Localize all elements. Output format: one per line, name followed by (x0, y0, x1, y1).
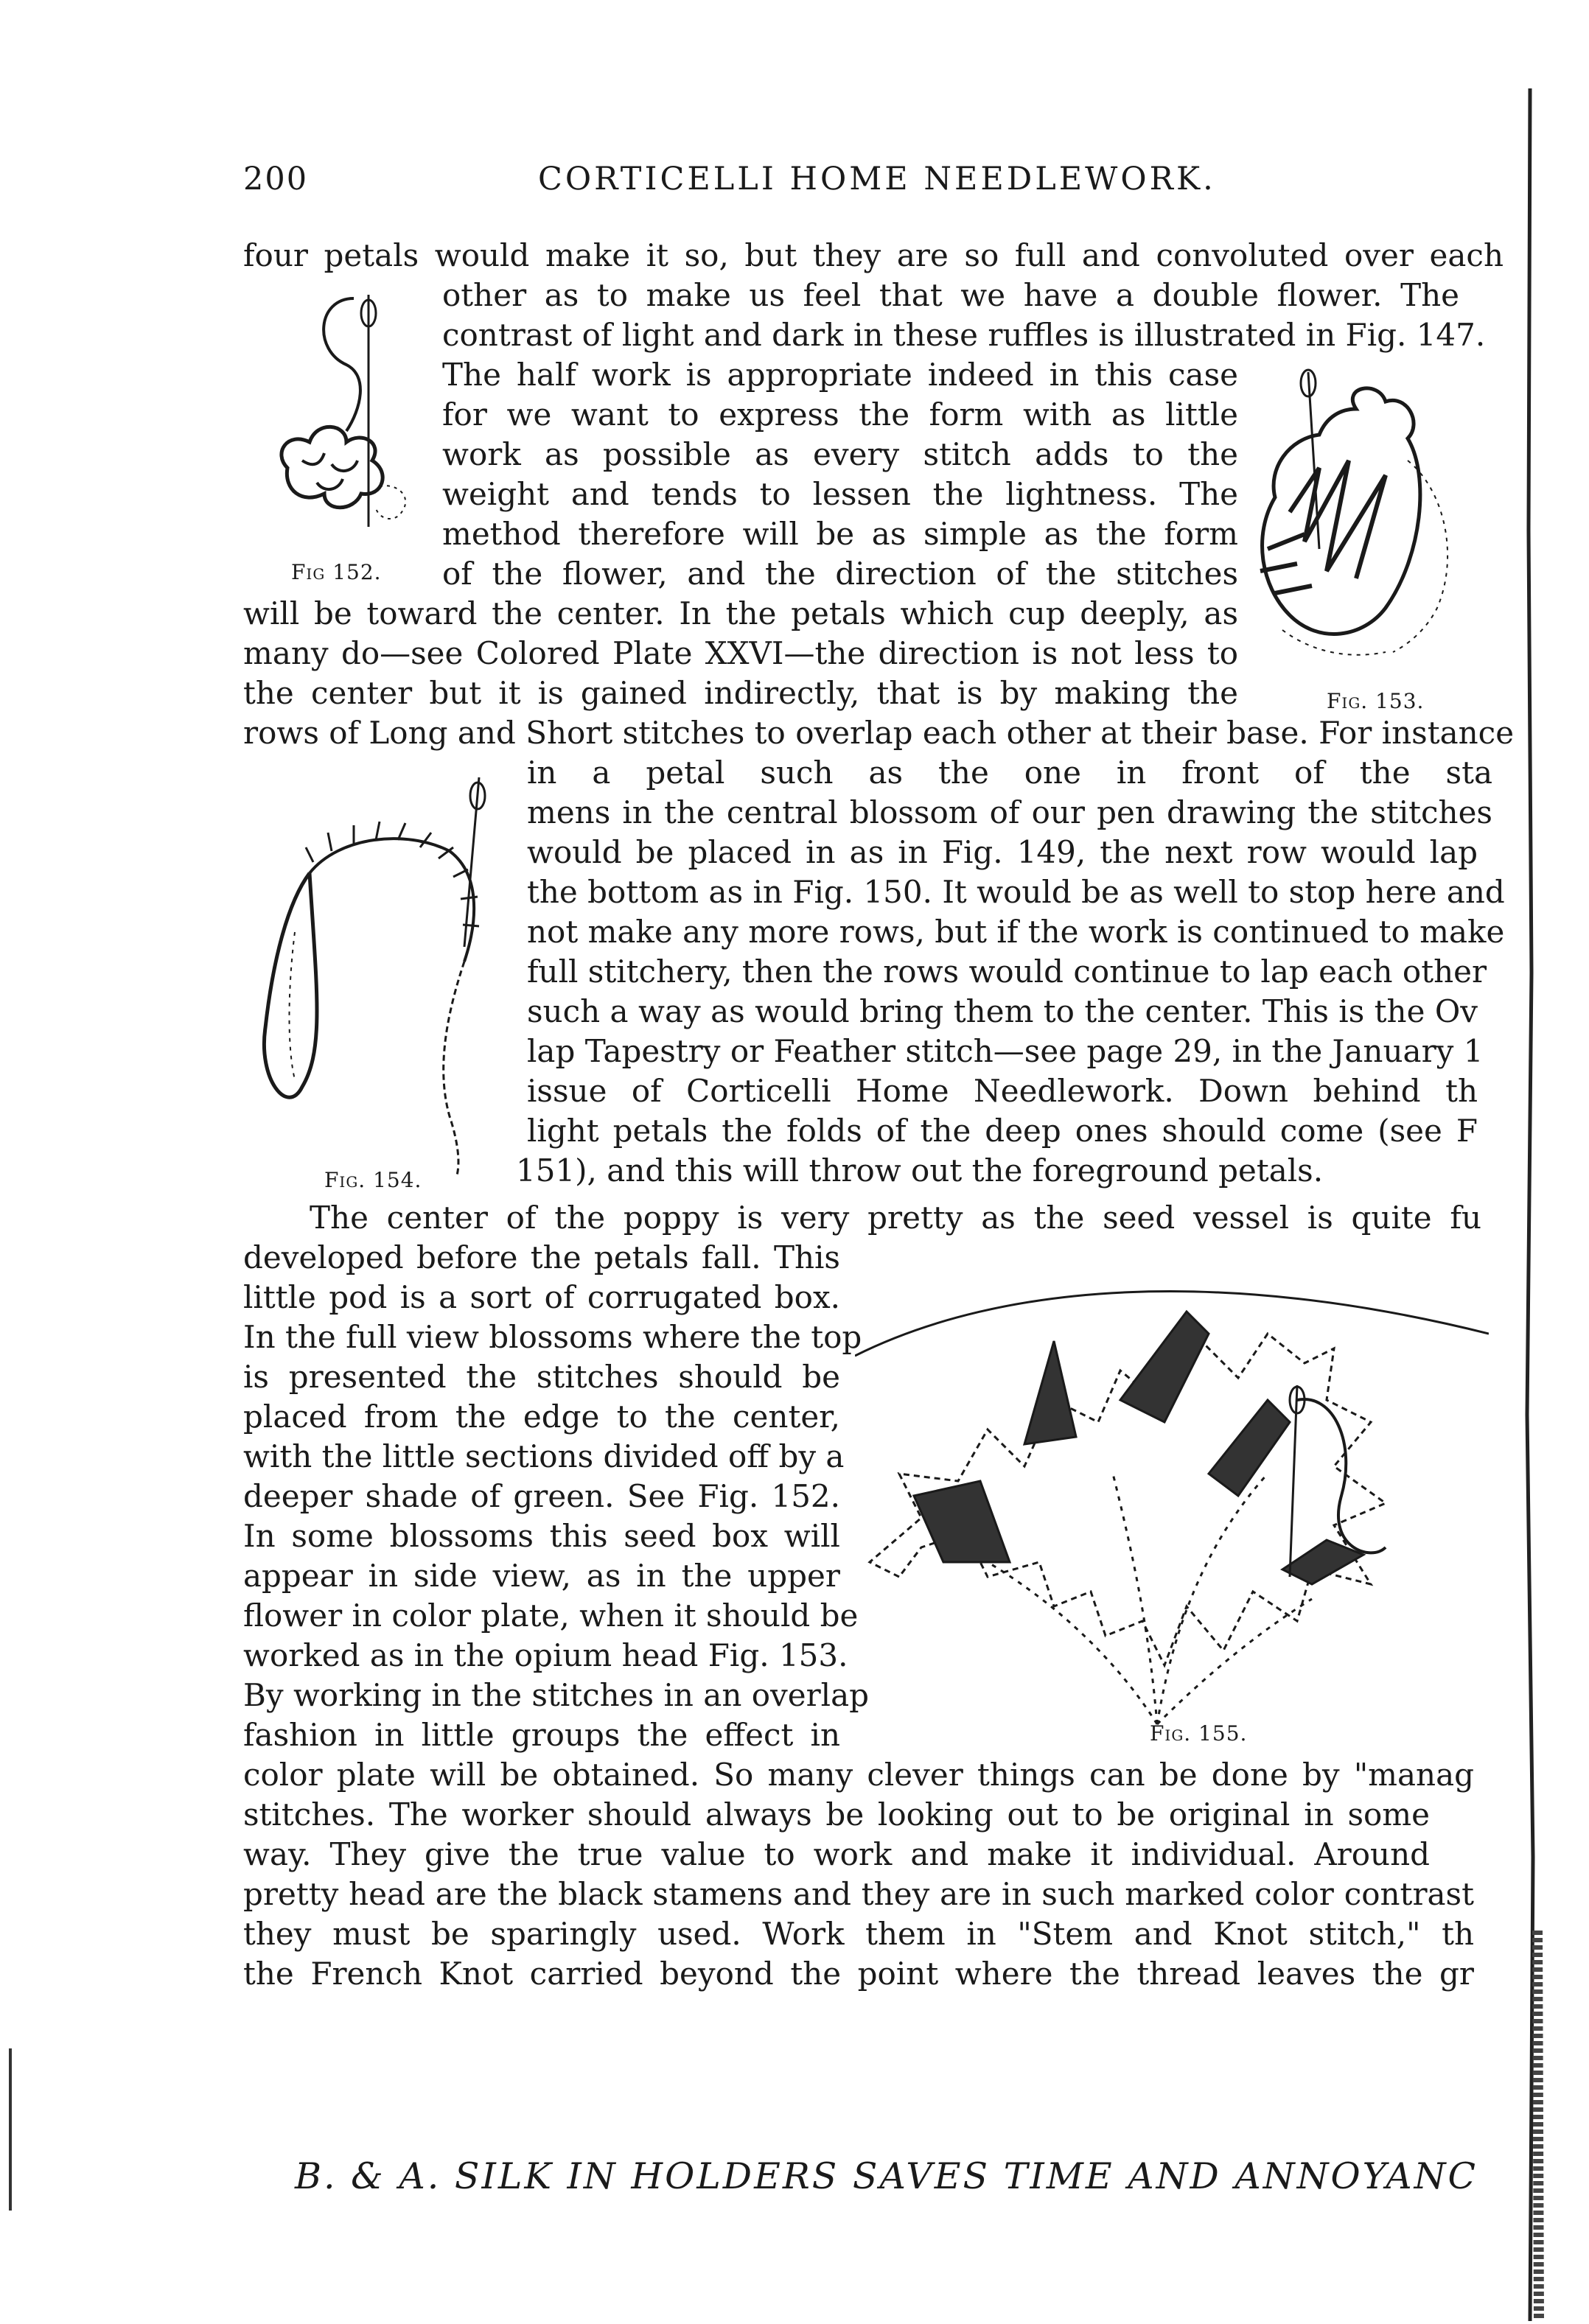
text-line: The half work is appropriate indeed in this case (442, 357, 1238, 393)
text-line: the bottom as in Fig. 150. It would be as well to stop here and (527, 874, 1505, 910)
text-line: way. They give the true value to work and make it individual. Around (243, 1836, 1430, 1872)
text-line: appear in side view, as in the upper (243, 1558, 840, 1594)
figure-152-illustration (243, 284, 435, 564)
figure-152-caption: Fig 152. (291, 560, 382, 584)
text-line: contrast of light and dark in these ruffles is illustrated in Fig. 147. (442, 317, 1486, 353)
text-line: fashion in little groups the effect in (243, 1717, 840, 1753)
text-line: will be toward the center. In the petals which cup deeply, as (243, 595, 1238, 631)
text-line: full stitchery, then the rows would continue to lap each other (527, 953, 1487, 990)
page-footer: B. & A. SILK IN HOLDERS SAVES TIME AND ANNOYANC (295, 2155, 1478, 2197)
text-line: weight and tends to lessen the lightness. The (442, 476, 1238, 512)
text-line: worked as in the opium head Fig. 153. (243, 1637, 848, 1673)
page-number: 200 (243, 161, 309, 197)
figure-155-caption: Fig. 155. (1150, 1721, 1248, 1746)
figure-153-illustration (1238, 365, 1496, 682)
text-line: other as to make us feel that we have a double flower. The (442, 277, 1459, 313)
text-line: lap Tapestry or Feather stitch—see page 29, in the January 1 (527, 1033, 1484, 1069)
figure-153-caption: Fig. 153. (1327, 689, 1425, 713)
text-line: deeper shade of green. See Fig. 152. (243, 1478, 840, 1514)
text-line: mens in the central blossom of our pen drawing the stitches (527, 794, 1492, 830)
text-line: By working in the stitches in an overlap (243, 1677, 870, 1713)
figure-154-caption: Fig. 154. (324, 1168, 422, 1192)
text-line: developed before the petals fall. This (243, 1239, 840, 1275)
text-line: In some blossoms this seed box will (243, 1518, 840, 1554)
text-line: 151), and this will throw out the foreground petals. (516, 1152, 1324, 1189)
text-line: is presented the stitches should be (243, 1359, 840, 1395)
text-line: would be placed in as in Fig. 149, the next row would lap (527, 834, 1478, 870)
text-line: pretty head are the black stamens and they are in such marked color contrast (243, 1876, 1474, 1912)
text-line: color plate will be obtained. So many clever things can be done by "manag (243, 1757, 1474, 1793)
scan-left-margin-mark (0, 2048, 22, 2218)
text-line: not make any more rows, but if the work is continued to make (527, 914, 1505, 950)
text-line: stitches. The worker should always be looking out to be original in some (243, 1796, 1430, 1833)
text-line: the center but it is gained indirectly, that is by making the (243, 675, 1238, 711)
text-line: for we want to express the form with as little (442, 396, 1238, 433)
text-line: rows of Long and Short stitches to overlap each other at their base. For instance (243, 715, 1515, 751)
text-line: such a way as would bring them to the center. This is the Ov (527, 993, 1478, 1029)
text-line: in a petal such as the one in front of the sta (527, 755, 1492, 791)
text-line: many do—see Colored Plate XXVI—the direction is not less to (243, 635, 1238, 671)
text-line: issue of Corticelli Home Needlework. Down behind th (527, 1073, 1478, 1109)
text-line: the French Knot carried beyond the point where the thread leaves the gr (243, 1956, 1474, 1992)
figure-154-illustration (243, 770, 523, 1183)
text-line: flower in color plate, when it should be (243, 1597, 859, 1634)
text-line: work as possible as every stitch adds to the (442, 436, 1238, 472)
page-header (243, 161, 1496, 205)
text-line: of the flower, and the direction of the stitches (442, 556, 1238, 592)
text-line: they must be sparingly used. Work them in "Stem and Knot stitch," th (243, 1916, 1474, 1952)
text-line: placed from the edge to the center, (243, 1399, 840, 1435)
figure-155-illustration (855, 1253, 1489, 1754)
scan-binding-edge (1515, 88, 1545, 2321)
text-line: The center of the poppy is very pretty as the seed vessel is quite fu (310, 1200, 1481, 1236)
text-line: four petals would make it so, but they are so full and convoluted over each (243, 237, 1504, 273)
text-line: method therefore will be as simple as the form (442, 516, 1238, 552)
running-title: CORTICELLI HOME NEEDLEWORK. (538, 161, 1216, 197)
text-line: In the full view blossoms where the top (243, 1319, 862, 1355)
text-line: with the little sections divided off by a (243, 1438, 845, 1474)
text-line: light petals the folds of the deep ones should come (see F (527, 1113, 1478, 1149)
text-line: little pod is a sort of corrugated box. (243, 1279, 840, 1315)
